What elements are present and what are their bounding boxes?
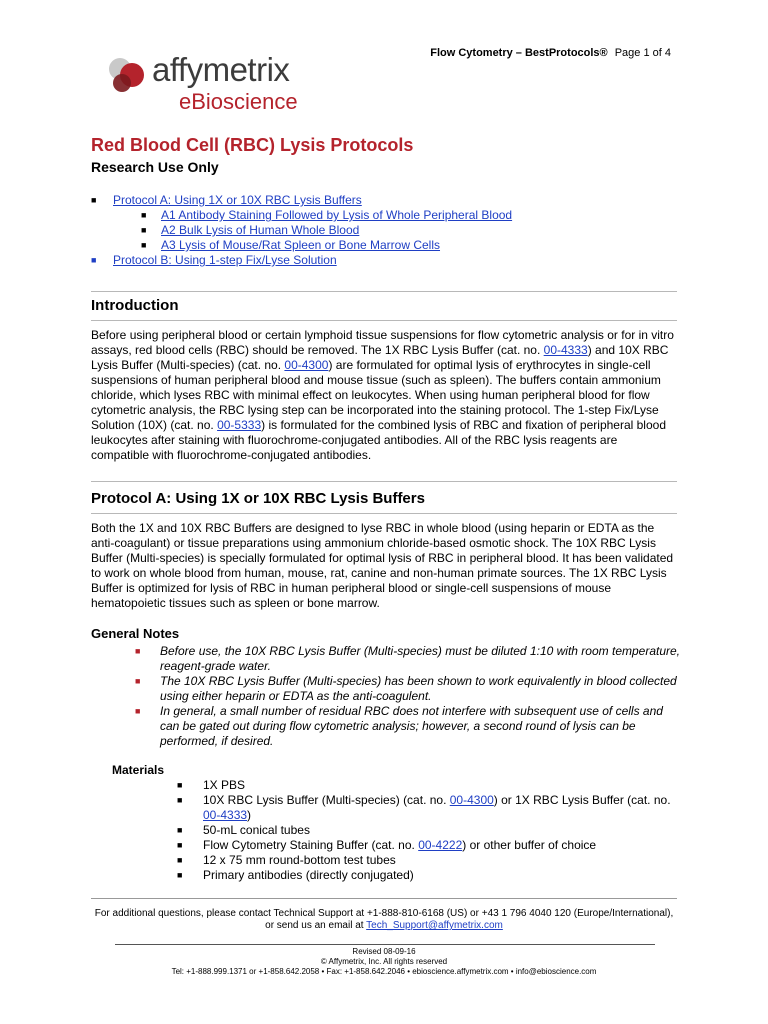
list-item [177, 793, 683, 823]
list-item [177, 853, 683, 868]
toc-item [91, 253, 691, 268]
logo-sub: eBioscience [179, 89, 298, 114]
page-subtitle: Research Use Only [91, 159, 219, 175]
general-notes-heading: General Notes [91, 626, 180, 641]
toc-item [91, 238, 691, 253]
logo-brand: affymetrix [152, 51, 290, 88]
list-item [177, 823, 683, 838]
logo-mark-icon [104, 55, 150, 101]
list-item [177, 838, 683, 853]
support-footer [60, 908, 708, 932]
divider [91, 481, 677, 482]
bullet-icon: ■ [135, 646, 141, 656]
list-item [135, 674, 680, 704]
toc-link-a1[interactable]: A1 Antibody Staining Followed by Lysis of Whole Peripheral Blood [161, 208, 513, 222]
bullet-icon: ■ [141, 210, 147, 220]
toc-link-a3[interactable]: A3 Lysis of Mouse/Rat Spleen or Bone Marrow Cells [161, 238, 441, 252]
bullet-icon: ■ [177, 840, 183, 850]
support-text: For additional questions, please contact Technical Support at +1-888-810-6168 (US) or +43 1 796 4040 120 (Europe/International), [94, 908, 674, 919]
revision-date: Revised 08-09-16 [352, 947, 416, 956]
materials-heading: Materials [112, 763, 165, 777]
note-text: In general, a small number of residual RBC does not interfere with subsequent use of cells and can be gated out during flow cytometric analysis; however, a second round of lysis can be performed, if desired. [160, 704, 663, 748]
divider [91, 320, 677, 321]
toc-link-protocol-a[interactable]: Protocol A: Using 1X or 10X RBC Lysis Buffers [113, 193, 362, 207]
material-text: 12 x 75 mm round-bottom test tubes [203, 853, 396, 867]
bullet-icon: ■ [177, 855, 183, 865]
material-text: 10X RBC Lysis Buffer (Multi-species) (cat. no. [203, 793, 450, 807]
catalog-link-00-4300[interactable]: 00-4300 [284, 358, 329, 372]
list-item [135, 704, 680, 749]
bullet-icon: ■ [91, 195, 97, 205]
note-text: The 10X RBC Lysis Buffer (Multi-species) has been shown to work equivalently in blood collected using either heparin or EDTA as the anti-coagulent. [160, 674, 677, 703]
revision-footer [60, 947, 708, 967]
material-text: ) or other buffer of choice [462, 838, 597, 852]
table-of-contents [91, 193, 691, 268]
intro-text-part: ) is formulated for the combined lysis of RBC and fixation of peripheral blood leukocytes after staining with fluorochrome-conjugated antibodies. All of the RBC lysis reagents are compatible with fluorochrome-conjugated antibodies. [91, 418, 666, 462]
materials-list [177, 778, 683, 883]
page-header [430, 47, 671, 59]
introduction-text [91, 328, 677, 463]
material-text: 50-mL conical tubes [203, 823, 310, 837]
protocol-a-text: Both the 1X and 10X RBC Buffers are designed to lyse RBC in whole blood (using heparin or EDTA as the anti-coagulant) or tissue preparations using ammonium chloride-based osmotic shock. The 10X RBC Lysis Buffer (Multi-species) is specially formulated for optimal lysis of RBC in peripheral blood. It has been validated to work on whole blood from human, mouse, rat, canine and non-human primate sources. The 1X RBC Lysis Buffer is optimized for lysis of RBC in human peripheral blood or single-cell suspensions of mouse hematopoietic tissues such as spleen or bone marrow. [91, 521, 674, 610]
catalog-link-00-4300[interactable]: 00-4300 [449, 793, 494, 807]
bullet-icon: ■ [177, 780, 183, 790]
toc-item [91, 193, 691, 208]
bullet-icon: ■ [177, 870, 183, 880]
toc-item [91, 208, 691, 223]
support-text: or send us an email at [265, 920, 367, 931]
protocol-a-heading: Protocol A: Using 1X or 10X RBC Lysis Buffers [91, 490, 425, 507]
bullet-icon: ■ [135, 676, 141, 686]
divider [91, 898, 677, 899]
divider [91, 513, 677, 514]
material-text: ) [247, 808, 252, 822]
divider [91, 291, 677, 292]
list-item [177, 868, 683, 883]
bullet-icon: ■ [177, 825, 183, 835]
material-text: 1X PBS [203, 778, 246, 792]
general-notes-list [135, 644, 681, 749]
list-item [135, 644, 681, 674]
catalog-link-00-5333[interactable]: 00-5333 [217, 418, 262, 432]
bullet-icon: ■ [177, 795, 183, 805]
bullet-icon: ■ [91, 255, 97, 265]
page-number: Page 1 of 4 [614, 47, 671, 59]
list-item [177, 778, 683, 793]
material-text: ) or 1X RBC Lysis Buffer (cat. no. [493, 793, 671, 807]
toc-item [91, 223, 691, 238]
support-email-line [60, 920, 708, 932]
intro-text-part: Before using peripheral blood or certain lymphoid tissue suspensions for flow cytometric analysis or for in vitro assays, red blood cells (RBC) should be removed. The 1X RBC Lysis Buffer (cat. no. [91, 328, 674, 357]
header-section: Flow Cytometry – BestProtocols® [430, 47, 608, 59]
catalog-link-00-4333[interactable]: 00-4333 [203, 808, 248, 822]
bullet-icon: ■ [135, 706, 141, 716]
contact-footer: Tel: +1-888.999.1371 or +1-858.642.2058 • Fax: +1-858.642.2046 • ebioscience.affymetrix.com • info@ebioscience.com [171, 967, 597, 976]
intro-text-part: ) and 10X RBC Lysis Buffer (Multi-species) (cat. no. [91, 343, 669, 372]
divider [115, 944, 655, 945]
toc-link-protocol-b[interactable]: Protocol B: Using 1-step Fix/Lyse Solution [113, 253, 337, 267]
material-text: Flow Cytometry Staining Buffer (cat. no. [203, 838, 419, 852]
page-title: Red Blood Cell (RBC) Lysis Protocols [91, 135, 414, 155]
toc-link-a2[interactable]: A2 Bulk Lysis of Human Whole Blood [161, 223, 360, 237]
copyright: © Affymetrix, Inc. All rights reserved [320, 957, 448, 966]
material-text: Primary antibodies (directly conjugated) [203, 868, 414, 882]
introduction-heading: Introduction [91, 297, 179, 314]
support-email-link[interactable]: Tech_Support@affymetrix.com [366, 920, 503, 931]
bullet-icon: ■ [141, 240, 147, 250]
catalog-link-00-4222[interactable]: 00-4222 [418, 838, 463, 852]
intro-text-part: ) are formulated for optimal lysis of erythrocytes in single-cell suspensions of human peripheral blood and mouse tissue (such as spleen). The buffers contain ammonium chloride, which lyses RBC with minimal effect on leukocytes. When using human peripheral blood for flow cytometric analysis, the RBC lysing step can be incorporated into the staining protocol. The 1-step Fix/Lyse Solution (10X) (cat. no. [91, 358, 661, 432]
company-logo [104, 51, 304, 125]
note-text: Before use, the 10X RBC Lysis Buffer (Multi-species) must be diluted 1:10 with room temperature, reagent-grade water. [160, 644, 681, 673]
catalog-link-00-4333[interactable]: 00-4333 [543, 343, 588, 357]
bullet-icon: ■ [141, 225, 147, 235]
